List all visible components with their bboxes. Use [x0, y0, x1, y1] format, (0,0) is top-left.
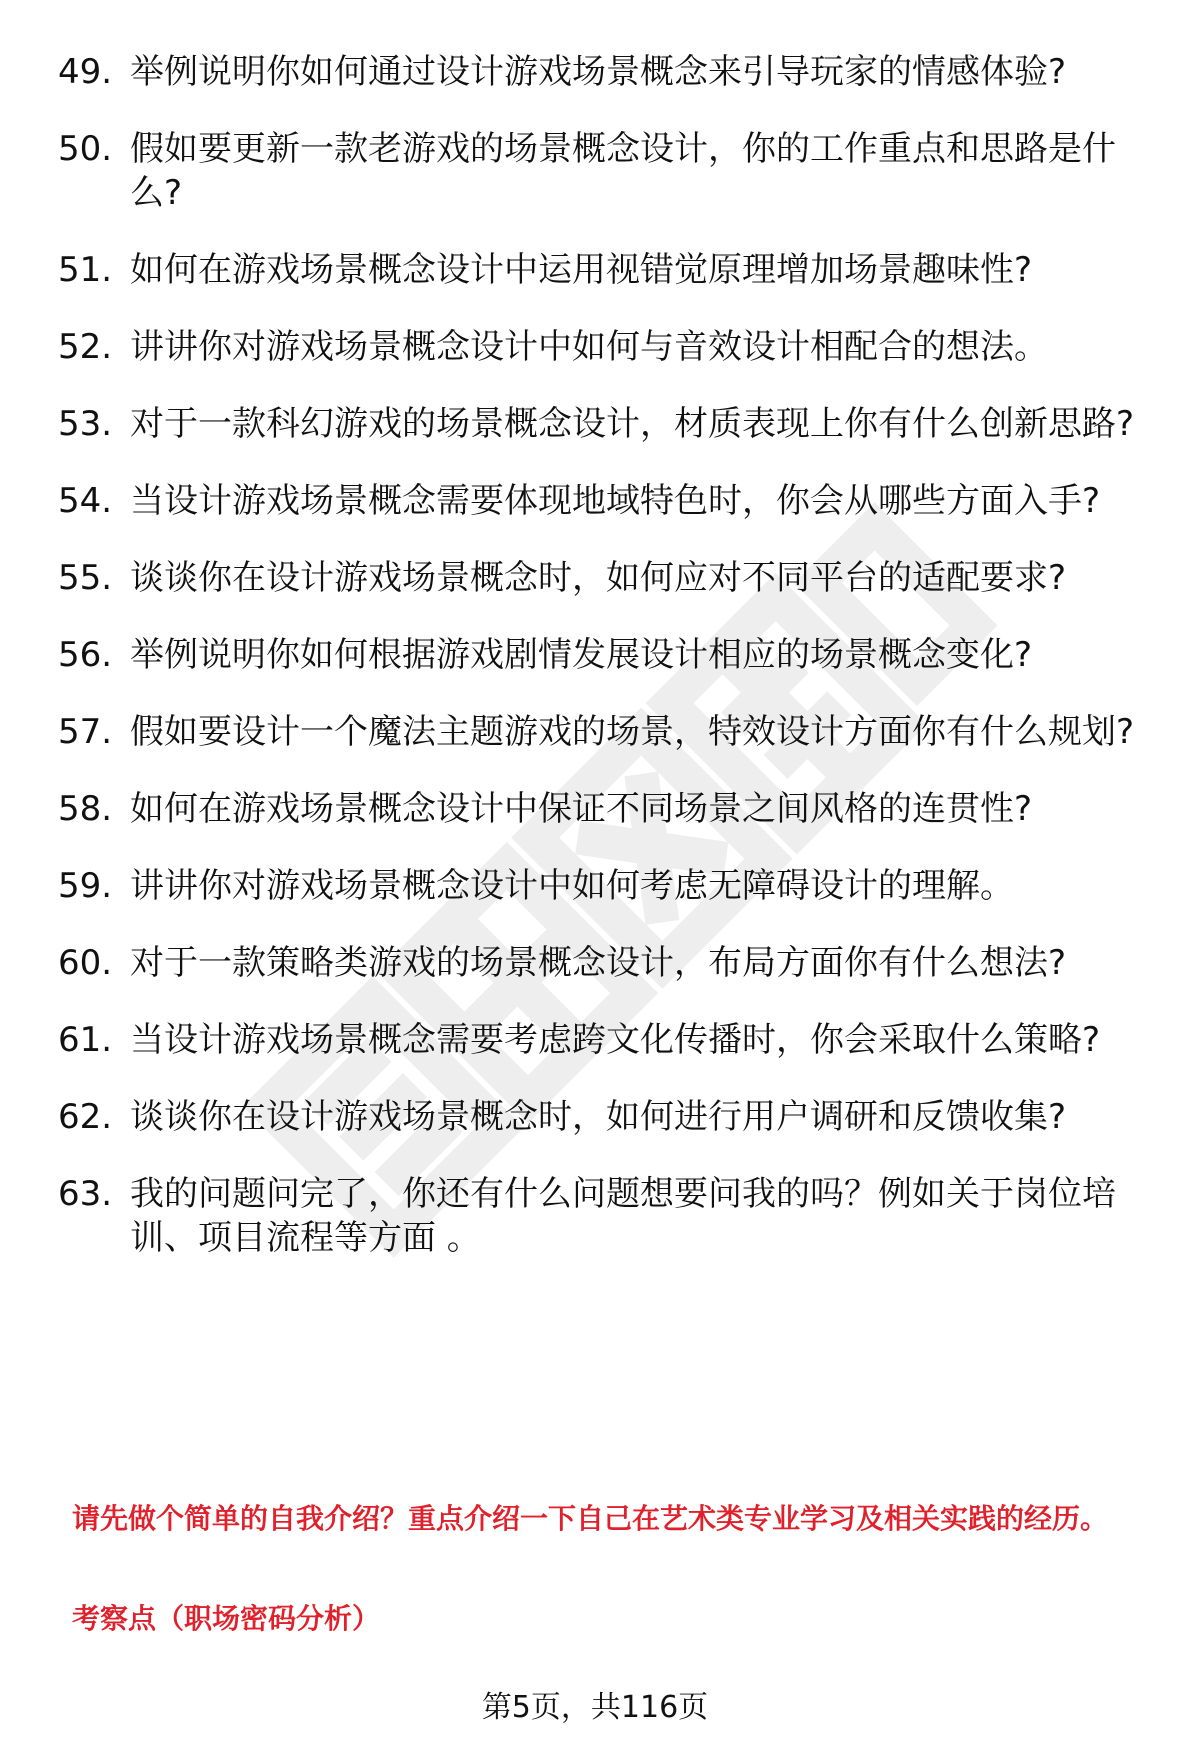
section-subheading: 考察点（职场密码分析） — [72, 1602, 381, 1635]
question-number: 54. — [58, 481, 113, 521]
question-item — [0, 1172, 1190, 1260]
question-text: 讲讲你对游戏场景概念设计中如何与音效设计相配合的想法。 — [130, 327, 1048, 367]
question-text: 对于一款策略类游戏的场景概念设计，布局方面你有什么想法? — [130, 943, 1067, 983]
question-number: 57. — [58, 712, 113, 752]
question-text: 我的问题问完了，你还有什么问题想要问我的吗？例如关于岗位培训、项目流程等方面 。 — [130, 1174, 1116, 1258]
question-number: 61. — [58, 1020, 113, 1060]
question-number: 49. — [58, 52, 113, 92]
question-item — [0, 479, 1190, 523]
question-text: 如何在游戏场景概念设计中保证不同场景之间风格的连贯性? — [130, 789, 1033, 829]
question-number: 63. — [58, 1174, 113, 1214]
question-text: 当设计游戏场景概念需要考虑跨文化传播时，你会采取什么策略? — [130, 1020, 1101, 1060]
question-number: 62. — [58, 1097, 113, 1137]
question-number: 56. — [58, 635, 113, 675]
question-text: 讲讲你对游戏场景概念设计中如何考虑无障碍设计的理解。 — [130, 866, 1014, 906]
question-text: 举例说明你如何通过设计游戏场景概念来引导玩家的情感体验? — [130, 52, 1067, 92]
question-number: 60. — [58, 943, 113, 983]
question-item — [0, 325, 1190, 369]
question-text: 对于一款科幻游戏的场景概念设计，材质表现上你有什么创新思路? — [130, 404, 1135, 444]
question-number: 50. — [58, 129, 113, 169]
question-number: 52. — [58, 327, 113, 367]
question-text: 谈谈你在设计游戏场景概念时，如何应对不同平台的适配要求? — [130, 558, 1067, 598]
question-text: 假如要设计一个魔法主题游戏的场景，特效设计方面你有什么规划? — [130, 712, 1135, 752]
question-number: 58. — [58, 789, 113, 829]
question-item — [0, 50, 1190, 94]
question-text: 假如要更新一款老游戏的场景概念设计，你的工作重点和思路是什么? — [130, 129, 1116, 213]
question-item — [0, 1018, 1190, 1062]
question-text: 当设计游戏场景概念需要体现地域特色时，你会从哪些方面入手? — [130, 481, 1101, 521]
question-text: 谈谈你在设计游戏场景概念时，如何进行用户调研和反馈收集? — [130, 1097, 1067, 1137]
question-item — [0, 941, 1190, 985]
question-text: 如何在游戏场景概念设计中运用视错觉原理增加场景趣味性? — [130, 250, 1033, 290]
question-item — [0, 1095, 1190, 1139]
question-item — [0, 556, 1190, 600]
section-heading: 请先做个简单的自我介绍？重点介绍一下自己在艺术类专业学习及相关实践的经历。 — [72, 1502, 1109, 1535]
question-item — [0, 633, 1190, 677]
question-item — [0, 248, 1190, 292]
question-item — [0, 787, 1190, 831]
question-number: 51. — [58, 250, 113, 290]
question-item — [0, 864, 1190, 908]
question-number: 59. — [58, 866, 113, 906]
question-text: 举例说明你如何根据游戏剧情发展设计相应的场景概念变化? — [130, 635, 1033, 675]
question-list — [0, 50, 1190, 1293]
question-number: 53. — [58, 404, 113, 444]
question-item — [0, 710, 1190, 754]
page-number: 第5页，共116页 — [481, 1690, 709, 1725]
question-item — [0, 402, 1190, 446]
question-item — [0, 127, 1190, 215]
question-number: 55. — [58, 558, 113, 598]
